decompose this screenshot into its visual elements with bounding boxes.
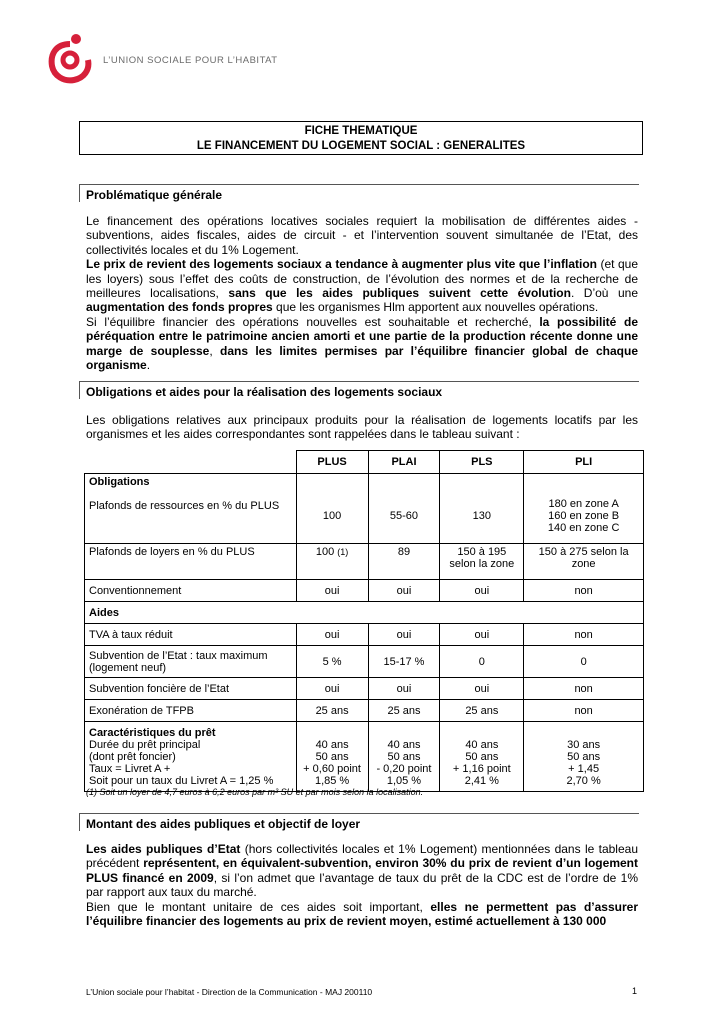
paragraph-3b: Bien que le montant unitaire de ces aides soit important, elles ne permettent pas d’assurer l’équilibre financier des logements au prix de revient moyen, estimé actuellement à 130 000 [86,899,638,929]
plafond-ressources-label: Plafonds de ressources en % du PLUS [89,500,280,512]
cell: oui [440,678,524,700]
paragraph-1 [86,214,638,372]
cell: 25 ans [368,700,440,722]
cell: oui [296,624,368,646]
row-label: Caractéristiques du prêt Durée du prêt principal (dont prêt foncier) Taux = Livret A + Soit pour un taux du Livret A = 1,25 % [85,722,297,792]
aides-label: Aides [85,602,644,624]
cell: 40 ans 50 ans + 1,16 point 2,41 % [440,722,524,792]
section-heading-2: Obligations et aides pour la réalisation des logements sociaux [79,381,639,399]
paragraph-3 [86,842,638,928]
col-header-pls: PLS [440,451,524,474]
cell: oui [440,580,524,602]
table-row-subvention [85,646,644,678]
row-label: TVA à taux réduit [85,624,297,646]
cell: non [524,678,644,700]
logo-icon [48,32,94,84]
cell: 100 (1) [296,544,368,580]
section-heading-1: Problématique générale [79,184,639,202]
title-line-1: FICHE THEMATIQUE [304,125,418,137]
row-label: Conventionnement [85,580,297,602]
cell: 150 à 195 selon la zone [440,544,524,580]
cell: non [524,624,644,646]
cell: oui [296,678,368,700]
table-row-conventionnement [85,580,644,602]
section-heading-3: Montant des aides publiques et objectif de loyer [79,813,639,831]
pli-zone-a: 180 en zone A [548,497,619,510]
table-row-plafond-ressources [85,474,644,544]
cell: oui [440,624,524,646]
paragraph-1c: Si l’équilibre financier des opérations nouvelles est souhaitable et recherché, la possibilité de péréquation entre le patrimoine ancien amorti et une partie de la production récente donne une marge de souplesse, dans les limites permises par l’équilibre financier global de chaque organisme. [86,314,638,373]
cell: 55-60 [368,474,440,544]
cell: oui [368,624,440,646]
cell: 25 ans [296,700,368,722]
col-header-pli: PLI [524,451,644,474]
cell: 15-17 % [368,646,440,678]
plafond-loyers-label: Plafonds de loyers en % du PLUS [85,544,297,580]
cell: oui [368,678,440,700]
title-box [79,121,643,155]
cell: 100 [296,474,368,544]
table-row-tva [85,624,644,646]
cell: oui [296,580,368,602]
cell: oui [368,580,440,602]
org-name: L’UNION SOCIALE POUR L’HABITAT [103,55,278,66]
row-label: Subvention foncière de l’Etat [85,678,297,700]
cell: non [524,700,644,722]
cell: 150 à 275 selon la zone [524,544,644,580]
cell: non [524,580,644,602]
footer-text: L’Union sociale pour l’habitat - Direction de la Communication - MAJ 200110 [86,987,373,997]
cell: 25 ans [440,700,524,722]
paragraph-3a: Les aides publiques d’Etat (hors collectivités locales et 1% Logement) mentionnées dans le tableau précédent représentent, en équivalent-subvention, environ 30% du prix de revient d’un logement PLUS financé en 2009, si l’on admet que l’avantage de taux du prêt de la CDC est de l’ordre de 1% par rapport aux taux du marché. [86,842,639,900]
obligations-label: Obligations [89,476,150,488]
row-label: Subvention de l’Etat : taux maximum (logement neuf) [85,646,297,678]
pli-zone-b: 160 en zone B [548,509,620,522]
cell: 5 % [296,646,368,678]
table-header-row [85,451,644,474]
col-header-plus: PLUS [296,451,368,474]
paragraph-2: Les obligations relatives aux principaux produits pour la réalisation de logements locatifs par les organismes et les aides correspondantes sont rappelées dans le tableau suivant : [86,413,638,442]
page-number: 1 [632,986,638,996]
row-label: Exonération de TFPB [85,700,297,722]
table-row-pret [85,722,644,792]
table-row-tfpb [85,700,644,722]
cell: 30 ans 50 ans + 1,45 2,70 % [524,722,644,792]
cell: 0 [524,646,644,678]
pli-zone-c: 140 en zone C [547,521,620,534]
table-row-plafond-loyers [85,544,644,580]
financing-table [84,450,644,792]
cell: 40 ans 50 ans + 0,60 point 1,85 % [296,722,368,792]
cell-pli-zones [524,474,644,544]
table-row-subvention-fonciere [85,678,644,700]
paragraph-1a: Le financement des opérations locatives sociales requiert la mobilisation de différentes aides - subventions, aides fiscales, aides de circuit - et l’intervention souvent simultanée de l’Etat, des collectivités locales et du 1% Logement. [86,214,638,257]
cell: 89 [368,544,440,580]
cell: 40 ans 50 ans - 0,20 point 1,05 % [368,722,440,792]
col-header-plai: PLAI [368,451,440,474]
cell: 130 [440,474,524,544]
title-line-2: LE FINANCEMENT DU LOGEMENT SOCIAL : GENERALITES [196,140,526,152]
table-footnote: (1) Soit un loyer de 4,7 euros à 6,2 euros par m² SU et par mois selon la localisation. [86,787,424,797]
table-row-aides [85,602,644,624]
paragraph-1b: Le prix de revient des logements sociaux a tendance à augmenter plus vite que l’inflation (et que les loyers) sous l’effet des coûts de construction, de l’évolution des normes et de la recherche de meilleures localisations, sans que les aides publiques suivent cette évolution. D’où une augmentation des fonds propres que les organismes Hlm apportent aux nouvelles opérations. [86,257,639,315]
cell: 0 [440,646,524,678]
